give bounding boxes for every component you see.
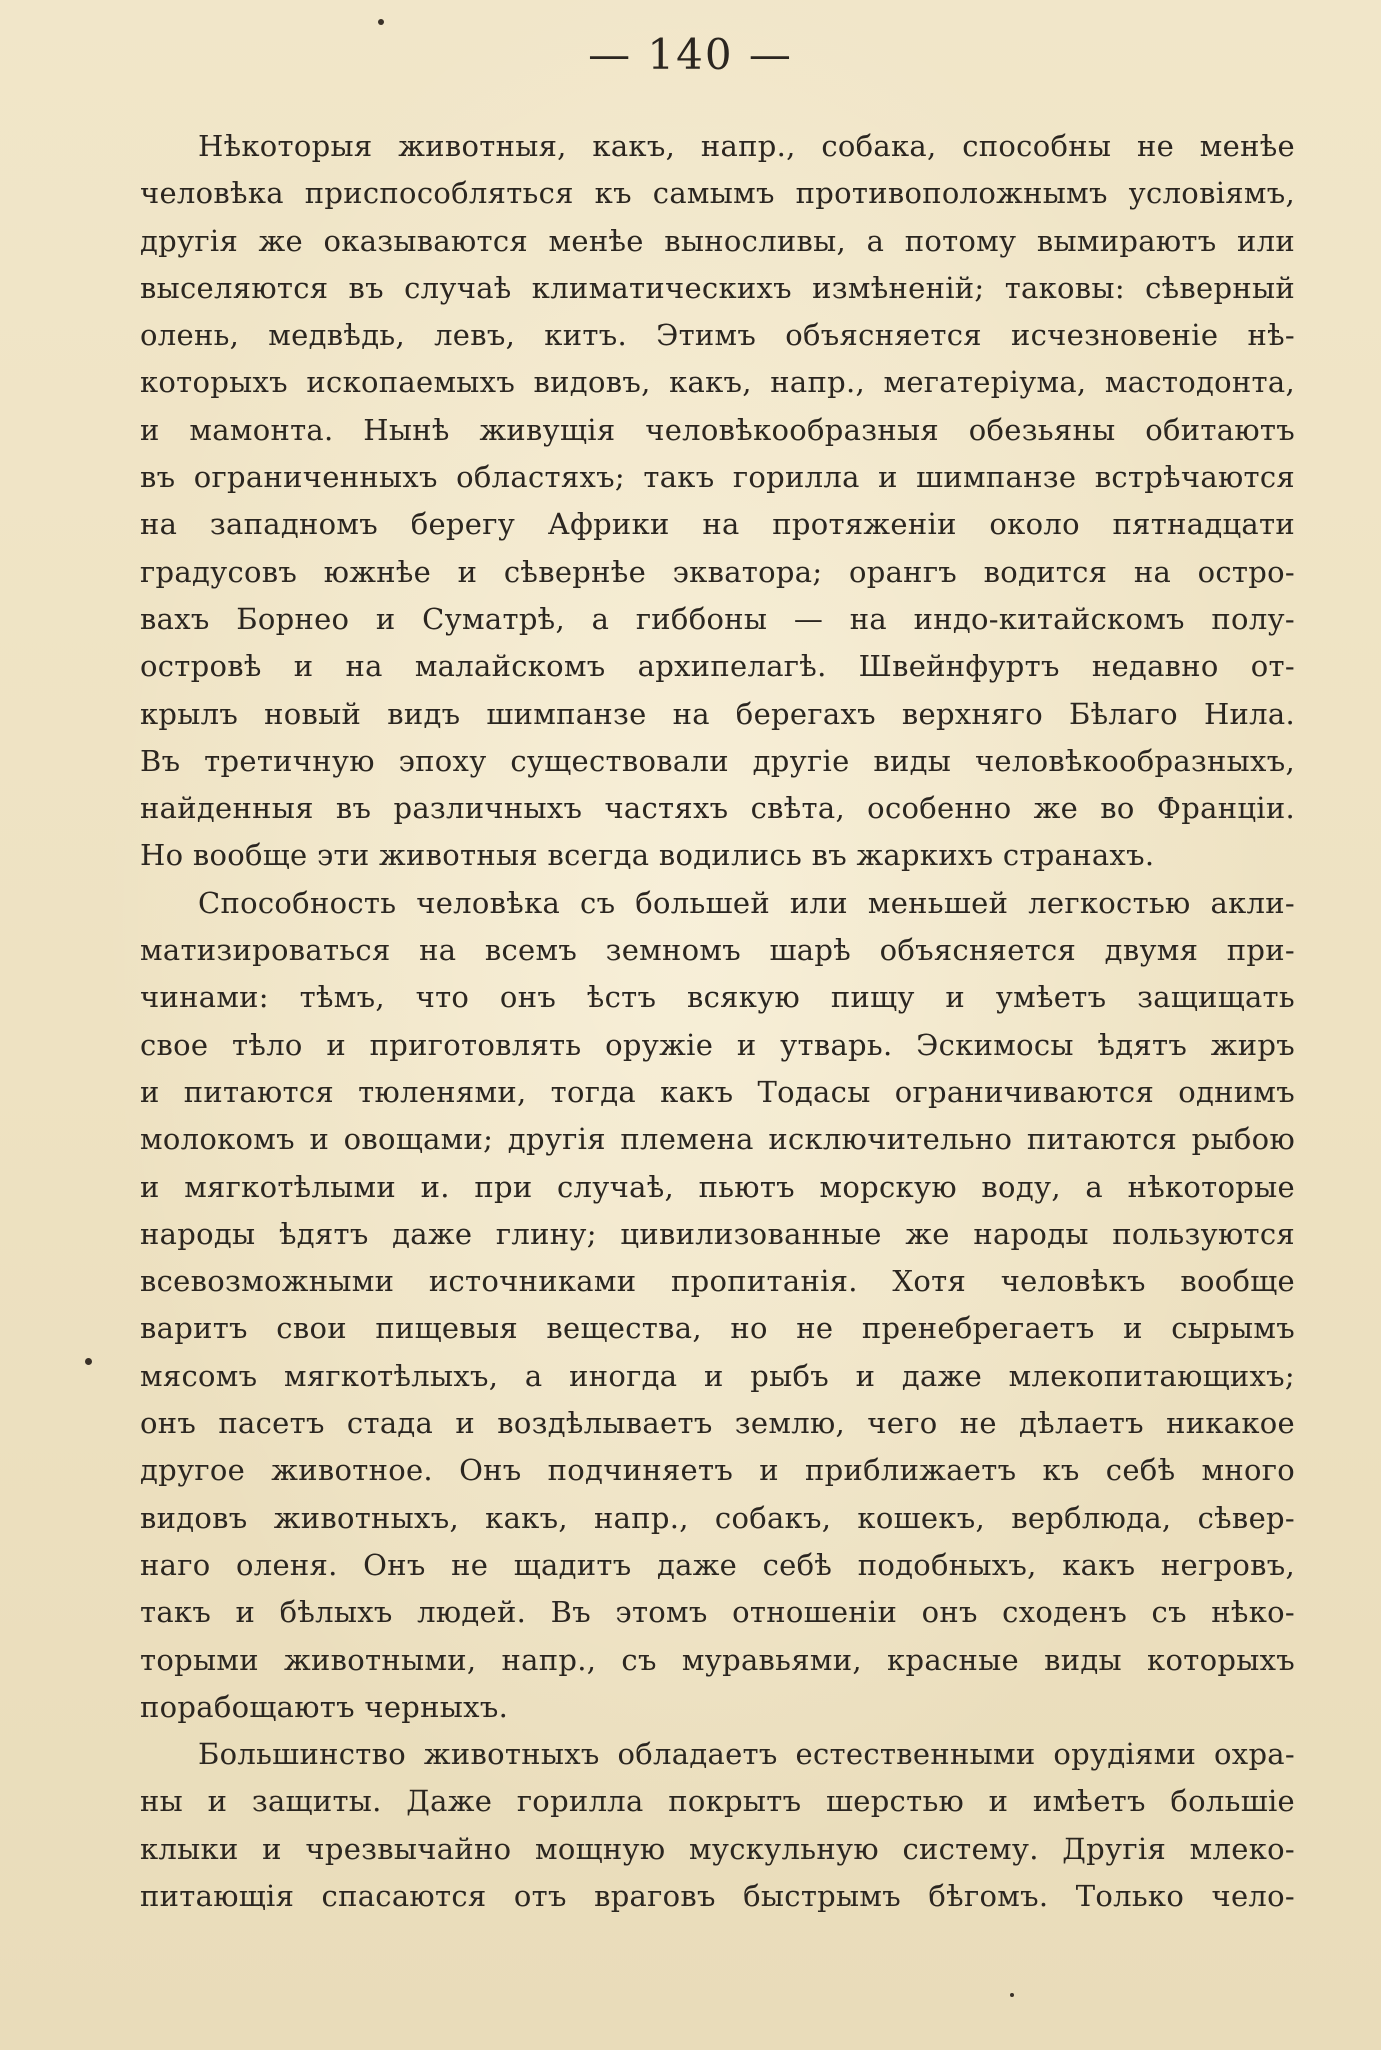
text-line: ны и защиты. Даже горилла покрытъ шерстью и имѣетъ большiе	[140, 1784, 1295, 1819]
text-line: и мягкотѣлыми и. при случаѣ, пьютъ морскую воду, а нѣкоторые	[140, 1169, 1295, 1204]
text-line: варитъ свои пищевыя вещества, но не пренебрегаетъ и сырымъ	[140, 1311, 1295, 1346]
text-line: которыхъ ископаемыхъ видовъ, какъ, напр., мегатерiума, мастодонта,	[140, 365, 1295, 400]
text-line: вахъ Борнео и Суматрѣ, а гиббоны — на индо-китайскомъ полу-	[140, 601, 1295, 636]
text-line: Большинство животныхъ обладаетъ естественными орудiями охра-	[198, 1737, 1295, 1772]
ink-speck	[1010, 1993, 1014, 1997]
paragraph-2	[140, 880, 1295, 1731]
text-line: матизироваться на всемъ земномъ шарѣ объясняется двумя при-	[140, 933, 1295, 968]
page-number: — 140 —	[588, 30, 793, 79]
text-line: онъ пасетъ стада и воздѣлываетъ землю, чего не дѣлаетъ никакое	[140, 1406, 1295, 1441]
text-line: крылъ новый видъ шимпанзе на берегахъ верхняго Бѣлаго Нила.	[140, 696, 1295, 731]
ink-speck	[378, 19, 384, 25]
text-line: и мамонта. Нынѣ живущiя человѣкообразныя обезьяны обитаютъ	[140, 412, 1295, 447]
text-line: въ ограниченныхъ областяхъ; такъ горилла и шимпанзе встрѣчаются	[140, 460, 1295, 495]
text-line: градусовъ южнѣе и сѣвернѣе экватора; орангъ водится на остро-	[140, 554, 1295, 589]
text-line: найденныя въ различныхъ частяхъ свѣта, особенно же во Францiи.	[140, 791, 1295, 826]
text-line: Нѣкоторыя животныя, какъ, напр., собака, способны не менѣе	[198, 129, 1295, 163]
text-line: молокомъ и овощами; другiя племена исключительно питаются рыбою	[140, 1122, 1295, 1157]
body-text	[140, 123, 1295, 1920]
text-line: народы ѣдятъ даже глину; цивилизованные же народы пользуются	[140, 1216, 1295, 1251]
paragraph-3	[140, 1731, 1295, 1920]
text-line: всевозможными источниками пропитанiя. Хотя человѣкъ вообще	[140, 1264, 1295, 1299]
text-line: олень, медвѣдь, левъ, китъ. Этимъ объясняется исчезновенiе нѣ-	[140, 318, 1295, 353]
text-line: на западномъ берегу Африки на протяженiи около пятнадцати	[140, 507, 1295, 542]
text-line: наго оленя. Онъ не щадитъ даже себѣ подобныхъ, какъ негровъ,	[140, 1547, 1295, 1582]
text-line: порабощаютъ черныхъ.	[140, 1689, 509, 1724]
text-line: такъ и бѣлыхъ людей. Въ этомъ отношенiи онъ сходенъ съ нѣко-	[140, 1595, 1295, 1630]
text-line: торыми животными, напр., съ муравьями, красные виды которыхъ	[140, 1642, 1295, 1677]
text-line: и питаются тюленями, тогда какъ Тодасы ограничиваются однимъ	[140, 1074, 1295, 1109]
text-line: видовъ животныхъ, какъ, напр., собакъ, кошекъ, верблюда, сѣвер-	[140, 1500, 1295, 1535]
text-line: свое тѣло и приготовлять оружiе и утварь. Эскимосы ѣдятъ жиръ	[140, 1027, 1295, 1062]
text-line: Но вообще эти животныя всегда водились въ жаркихъ странахъ.	[140, 838, 1155, 873]
text-line: островѣ и на малайскомъ архипелагѣ. Швейнфуртъ недавно от-	[140, 649, 1295, 684]
text-line: другiя же оказываются менѣе выносливы, а потому вымираютъ или	[140, 223, 1295, 258]
text-line: Способность человѣка съ большей или меньшей легкостью акли-	[198, 885, 1295, 920]
text-line: клыки и чрезвычайно мощную мускульную систему. Другiя млеко-	[140, 1831, 1295, 1866]
text-line: выселяются въ случаѣ климатическихъ измѣненiй; таковы: сѣверный	[140, 270, 1295, 305]
text-line: человѣка приспособляться къ самымъ противоположнымъ условiямъ,	[140, 176, 1295, 211]
paragraph-1	[140, 123, 1295, 880]
ink-speck	[85, 1358, 92, 1365]
text-line: другое животное. Онъ подчиняетъ и приближаетъ къ себѣ много	[140, 1453, 1295, 1488]
text-line: мясомъ мягкотѣлыхъ, а иногда и рыбъ и даже млекопитающихъ;	[140, 1358, 1295, 1393]
text-line: чинами: тѣмъ, что онъ ѣстъ всякую пищу и умѣетъ защищать	[140, 980, 1295, 1015]
text-line: питающiя спасаются отъ враговъ быстрымъ бѣгомъ. Только чело-	[140, 1878, 1295, 1913]
text-line: Въ третичную эпоху существовали другiе виды человѣкообразныхъ,	[140, 743, 1295, 778]
